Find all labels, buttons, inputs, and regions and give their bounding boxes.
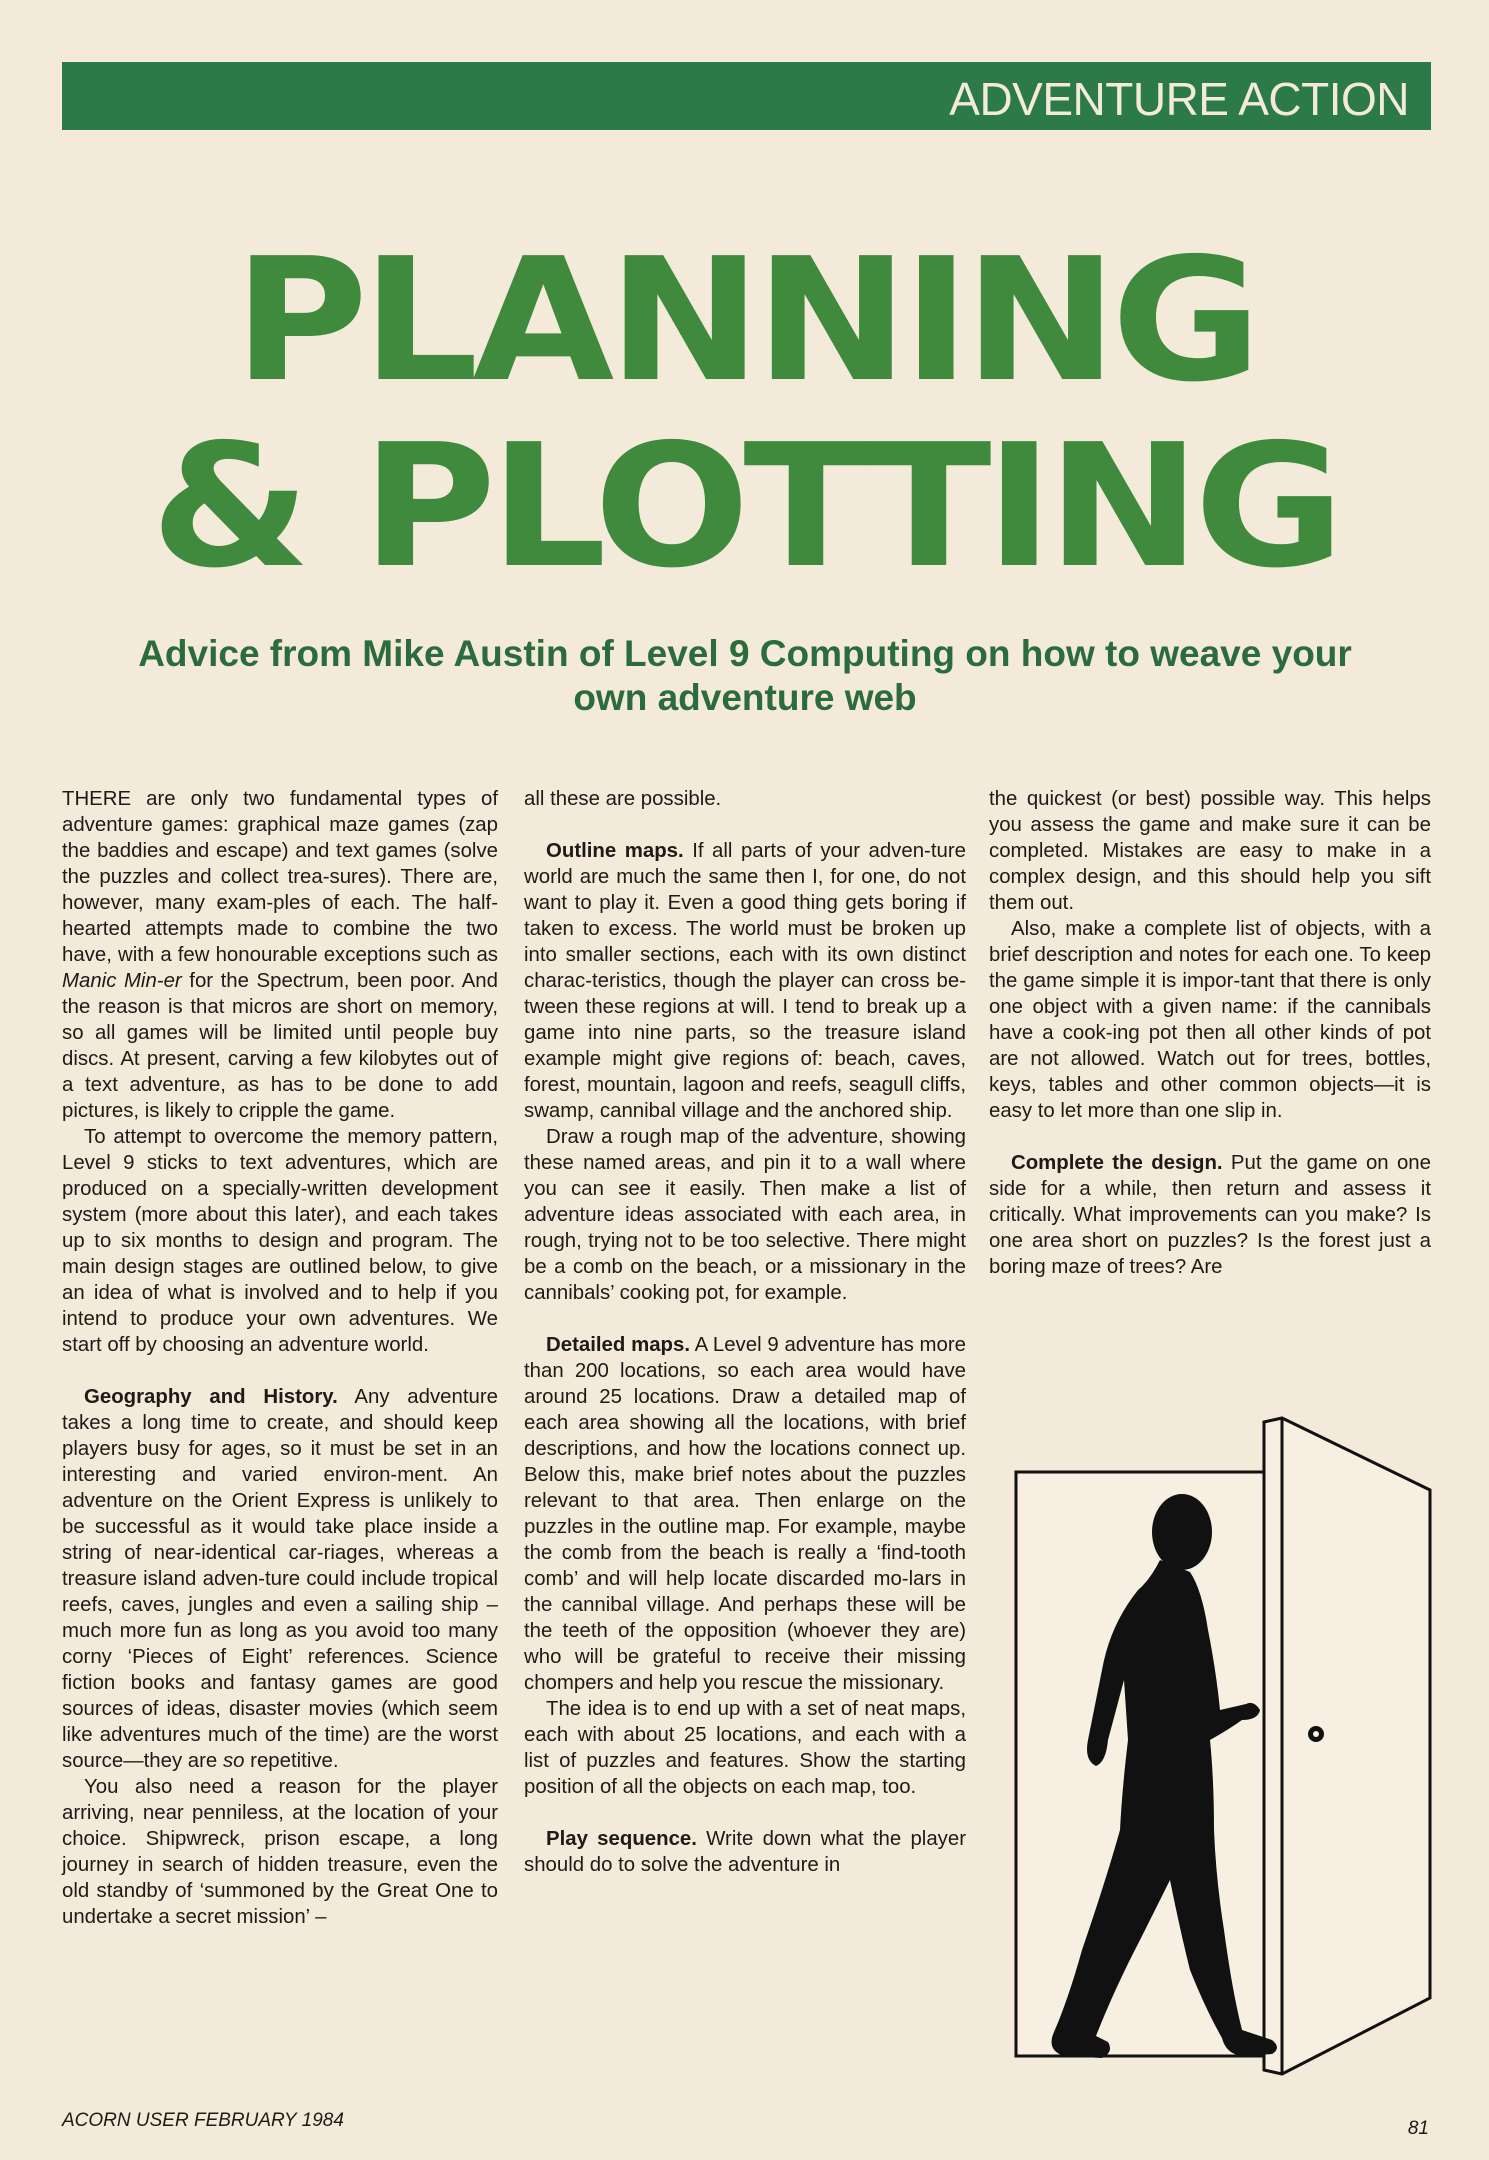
paragraph: Draw a rough map of the adventure, showing these named areas, and pin it to a wall where you can see it easily. Then make a list of adventure ideas associated with each area, in rough, trying not to be too selective. There might be a comb on the beach, or a missionary in the cannibals’ cooking pot, for example. bbox=[524, 1126, 966, 1304]
publication-footer: ACORN USER FEBRUARY 1984 bbox=[62, 2110, 344, 2131]
text-run: Write down what the player should do to solve the adventure in bbox=[524, 1828, 966, 1876]
open-door-icon bbox=[1264, 1418, 1430, 2074]
paragraph bbox=[524, 838, 966, 1124]
text-emphasis: so bbox=[222, 1750, 245, 1772]
paragraph: You also need a reason for the player arriving, near penniless, at the location of your choice. Shipwreck, prison escape, a long journey in search of hidden treasure, even the old standby of ‘summoned by the Great One to undertake a secret mission’ – bbox=[62, 1776, 498, 1928]
headline-line-1: PLANNING bbox=[233, 222, 1256, 420]
section-heading: Detailed maps. bbox=[546, 1334, 691, 1356]
text-run: Any adventure takes a long time to create, and should keep players busy for ages, so it must be set in an interesting and varied environ-ment. An adventure on the Orient Express is unlikely to be successful as it would take place inside a string of near-identical car-riages, whereas a treasure island adven-ture could include tropical reefs, caves, jungles and even a sailing ship – much more fun as long as you avoid too many corny ‘Pieces of Eight’ references. Science fiction books and fantasy games are good sources of ideas, disaster movies (which seem like adventures much of the time) are the worst source—they are bbox=[62, 1386, 498, 1772]
text-run: THERE are only two fundamental types of adventure games: graphical maze games (zap the baddies and escape) and text games (solve the puzzles and collect trea-sures). There are, however, many exam-ples of each. The half-hearted attempts made to combine the two have, with a few honourable exceptions such as bbox=[62, 788, 498, 966]
paragraph bbox=[524, 1826, 966, 1878]
paragraph bbox=[62, 1384, 498, 1774]
article-column-2 bbox=[524, 786, 966, 1878]
paragraph: The idea is to end up with a set of neat maps, each with about 25 locations, and each with a list of puzzles and features. Show the starting position of all the objects on each map, too. bbox=[524, 1698, 966, 1798]
text-run: If all parts of your adven-ture world are much the same then I, for one, do not want to play it. Even a good thing gets boring if taken to excess. The world must be broken up into smaller sections, each with its own distinct charac-teristics, though the player can cross be-tween these regions at will. I tend to break up a game into nine parts, so the treasure island example might give regions of: beach, caves, forest, mountain, lagoon and reefs, seagull cliffs, swamp, cannibal village and the anchored ship. bbox=[524, 840, 966, 1122]
article-column-1 bbox=[62, 786, 498, 1930]
section-heading: Play sequence. bbox=[546, 1828, 697, 1850]
section-heading: Complete the design. bbox=[1011, 1152, 1223, 1174]
text-run: A Level 9 adventure has more than 200 locations, so each area would have around 25 locations. Draw a detailed map of each area showing all the locations, with brief descriptions, and how the locations connect up. Below this, make brief notes about the puzzles relevant to that area. Then enlarge on the puzzles in the outline map. For example, maybe the comb from the beach is really a ‘find-tooth comb’ and will help locate discarded mo-lars in the cannibal village. And perhaps these will be the teeth of the opposition (whoever they are) who will be grateful to receive their missing chompers and help you rescue the missionary. bbox=[524, 1334, 967, 1694]
standfirst: Advice from Mike Austin of Level 9 Computing on how to weave your own adventure web bbox=[138, 633, 1352, 718]
section-heading: Outline maps. bbox=[546, 840, 684, 862]
text-emphasis: Manic Min-er bbox=[62, 970, 182, 992]
door-knob-highlight bbox=[1313, 1731, 1319, 1737]
headline-line-2: & PLOTTING bbox=[150, 408, 1339, 606]
text-run: Put the game on one side for a while, then return and assess it critically. What improvements can you make? Is one area short on puzzles? Is the forest just a boring maze of trees? Are bbox=[989, 1152, 1431, 1278]
paragraph: To attempt to overcome the memory pattern, Level 9 sticks to text adventures, which are produced on a specially-written development system (more about this later), and each takes up to six months to design and program. The main design stages are outlined below, to give an idea of what is involved and to help if you intend to produce your own adventures. We start off by choosing an adventure world. bbox=[62, 1126, 498, 1356]
paragraph: the quickest (or best) possible way. This helps you assess the game and make sure it can be completed. Mistakes are easy to make in a complex design, and this should help you sift them out. bbox=[989, 788, 1431, 914]
paragraph bbox=[62, 786, 498, 1124]
text-run: repetitive. bbox=[244, 1750, 339, 1772]
article-column-3 bbox=[989, 786, 1431, 1280]
page-number: 81 bbox=[1407, 2118, 1429, 2139]
paragraph bbox=[524, 1332, 966, 1696]
paragraph: Also, make a complete list of objects, with a brief description and notes for each one. To keep the game simple it is impor-tant that there is only one object with a given name: if the cannibals have a cook-ing pot then all other kinds of pot are not allowed. Watch out for trees, bottles, keys, tables and other common objects—it is easy to let more than one slip in. bbox=[989, 918, 1431, 1122]
paragraph: all these are possible. bbox=[524, 788, 722, 810]
section-banner bbox=[62, 62, 1431, 130]
text-run: for the Spectrum, been poor. And the reason is that micros are short on memory, so all games will be limited until people buy discs. At present, carving a few kilobytes out of a text adventure, as has to be done to add pictures, is likely to cripple the game. bbox=[62, 970, 498, 1122]
paragraph bbox=[989, 1150, 1431, 1280]
silhouette-at-doorway-icon bbox=[1010, 1410, 1435, 2078]
section-label: ADVENTURE ACTION bbox=[949, 73, 1409, 125]
section-heading: Geography and History. bbox=[84, 1386, 338, 1408]
